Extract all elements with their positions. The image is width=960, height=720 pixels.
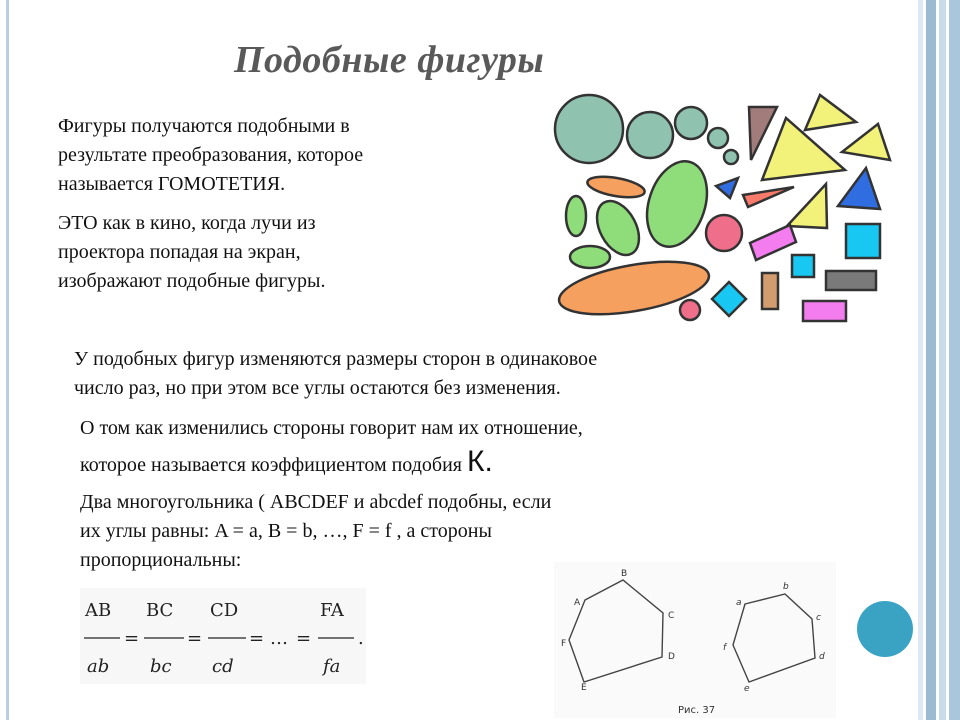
p2-line-3: изображают подобные фигуры. bbox=[58, 270, 326, 292]
yellow-triangle-large bbox=[762, 118, 845, 180]
p2-line-1: ЭТО как в кино, когда лучи из bbox=[58, 212, 316, 234]
slide-title: Подобные фигуры bbox=[234, 39, 545, 81]
p4-line-2: которое называется коэффициентом подобия bbox=[80, 454, 462, 476]
teal-circle-xsmall bbox=[708, 128, 728, 148]
p2-line-2: проектора попадая на экран, bbox=[58, 241, 301, 263]
label-d: d bbox=[819, 652, 825, 662]
blue-triangle-large bbox=[838, 168, 880, 209]
green-ellipse-small bbox=[566, 196, 586, 236]
cyan-diamond bbox=[712, 282, 746, 316]
yellow-triangle-small bbox=[805, 95, 856, 130]
formula-equals-4: = bbox=[296, 628, 312, 649]
label-e: e bbox=[744, 684, 750, 694]
figure-caption: Рис. 37 bbox=[678, 705, 716, 716]
formula-equals-3: = bbox=[249, 628, 265, 649]
p4-line-1: О том как изменились стороны говорит нам их отношение, bbox=[80, 417, 583, 439]
shapes-collage bbox=[555, 95, 890, 324]
cyan-square-small bbox=[792, 255, 814, 277]
teal-circle-tiny bbox=[724, 150, 738, 164]
label-f: f bbox=[723, 643, 727, 653]
teal-circle-small bbox=[675, 107, 707, 139]
magenta-rectangle-tilted bbox=[750, 225, 796, 260]
p3-line-1: У подобных фигур изменяются размеры сторон в одинаковое bbox=[74, 348, 598, 370]
label-B: B bbox=[621, 569, 628, 579]
p5-line-2: их углы равны: A = a, B = b, …, F = f , а стороны bbox=[80, 520, 492, 542]
magenta-rectangle bbox=[803, 301, 846, 321]
pink-circle-small bbox=[680, 300, 700, 320]
p5-line-1: Два многоугольника ( ABCDEF и abcdef подобны, если bbox=[80, 491, 552, 513]
label-b: b bbox=[783, 582, 789, 592]
formula-den-4: fa bbox=[323, 656, 341, 677]
orange-ellipse-small bbox=[586, 173, 646, 201]
gray-rectangle bbox=[826, 271, 876, 290]
label-c: c bbox=[816, 613, 821, 623]
label-C: C bbox=[668, 611, 675, 621]
formula-den-3: cd bbox=[212, 656, 234, 677]
green-ellipse-large bbox=[637, 154, 717, 255]
coefficient-k: К. bbox=[466, 445, 493, 478]
hexagon-big bbox=[569, 580, 663, 682]
salmon-triangle bbox=[743, 187, 794, 207]
proportion-formula bbox=[84, 600, 364, 677]
yellow-triangle-right bbox=[842, 124, 890, 160]
decorative-blue-circle bbox=[857, 601, 913, 657]
tan-rectangle bbox=[762, 273, 778, 309]
label-A: A bbox=[574, 598, 581, 608]
pink-circle-large bbox=[706, 215, 742, 251]
formula-num-1: AB bbox=[85, 600, 112, 621]
formula-den-2: bc bbox=[150, 656, 172, 677]
p1-line-2: результате преобразования, которое bbox=[58, 144, 364, 166]
label-F: F bbox=[561, 639, 567, 649]
label-a: a bbox=[736, 598, 742, 608]
teal-circle-medium bbox=[627, 112, 673, 158]
p1-line-3: называется ГОМОТЕТИЯ. bbox=[58, 173, 286, 195]
p3-line-2: число раз, но при этом все углы остаются без изменения. bbox=[74, 377, 561, 399]
formula-num-4: FA bbox=[320, 600, 344, 621]
p1-line-1: Фигуры получаются подобными в bbox=[58, 115, 350, 137]
p5-line-3: пропорциональны: bbox=[80, 549, 242, 571]
formula-den-1: ab bbox=[87, 656, 110, 677]
blue-triangle-small bbox=[716, 178, 738, 198]
green-ellipse-flat bbox=[570, 246, 610, 268]
formula-num-2: BC bbox=[146, 600, 174, 621]
formula-equals-2: = bbox=[187, 628, 203, 649]
teal-circle-large bbox=[555, 95, 623, 163]
formula-end: . bbox=[358, 628, 364, 649]
label-D: D bbox=[668, 652, 675, 662]
formula-equals-1: = bbox=[124, 628, 140, 649]
yellow-triangle-lower bbox=[787, 184, 827, 228]
formula-num-3: CD bbox=[210, 600, 239, 621]
similar-hexagons-figure bbox=[561, 569, 825, 716]
label-E: E bbox=[581, 683, 587, 693]
hexagon-small bbox=[733, 594, 815, 682]
cyan-square-large bbox=[846, 224, 880, 258]
formula-ellipsis: … bbox=[270, 628, 288, 649]
